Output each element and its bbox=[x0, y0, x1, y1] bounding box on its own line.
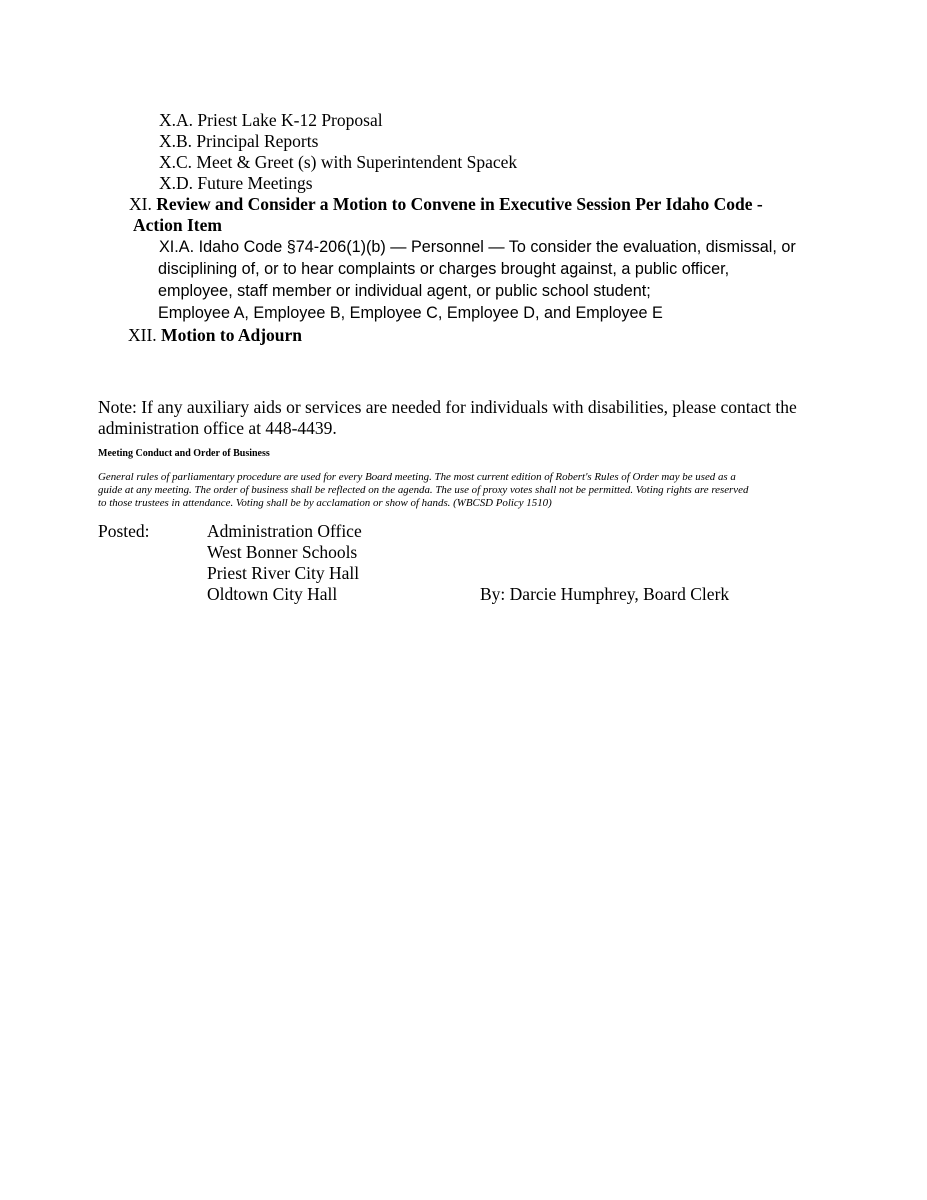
section-xi-a-line-3: employee, staff member or individual agent, or public school student; bbox=[158, 282, 651, 300]
posted-label: Posted: bbox=[98, 521, 150, 541]
section-xii-number: XII. bbox=[128, 325, 157, 345]
posted-location-2: West Bonner Schools bbox=[207, 542, 358, 562]
section-xi-title-continued: Action Item bbox=[133, 215, 222, 235]
posted-location-3: Priest River City Hall bbox=[207, 563, 360, 583]
policy-line: guide at any meeting. The order of business shall be reflected on the agenda. The use of proxy votes shall not be permitted. Voting rights are reserved bbox=[98, 484, 749, 496]
agenda-item-x-b: X.B. Principal Reports bbox=[159, 131, 319, 151]
section-xi-title: Review and Consider a Motion to Convene in Executive Session Per Idaho Code - bbox=[156, 194, 763, 214]
meeting-conduct-heading: Meeting Conduct and Order of Business bbox=[98, 448, 270, 459]
agenda-section-xi bbox=[129, 194, 763, 215]
posted-location-4: Oldtown City Hall bbox=[207, 584, 338, 604]
agenda-item-x-c: X.C. Meet & Greet (s) with Superintendent Spacek bbox=[159, 152, 518, 172]
section-xi-a-line-4: Employee A, Employee B, Employee C, Employee D, and Employee E bbox=[158, 304, 663, 322]
section-xi-number: XI. bbox=[129, 194, 152, 214]
posted-location-1: Administration Office bbox=[207, 521, 362, 541]
policy-paragraph bbox=[98, 471, 838, 510]
agenda-item-x-d: X.D. Future Meetings bbox=[159, 173, 313, 193]
policy-line: to those trustees in attendance. Voting shall be by acclamation or show of hands. (WBCSD Policy 1510) bbox=[98, 497, 552, 509]
section-xii-title: Motion to Adjourn bbox=[161, 325, 303, 345]
signed-by: By: Darcie Humphrey, Board Clerk bbox=[480, 584, 730, 604]
section-xi-a-line-1: XI.A. Idaho Code §74-206(1)(b) — Personnel — To consider the evaluation, dismissal, or bbox=[159, 238, 796, 256]
note-line-2: administration office at 448-4439. bbox=[98, 418, 337, 438]
note-line-1: Note: If any auxiliary aids or services are needed for individuals with disabilities, please contact the bbox=[98, 397, 797, 417]
agenda-section-xii bbox=[128, 325, 302, 346]
policy-line: General rules of parliamentary procedure are used for every Board meeting. The most current edition of Robert's Rules of Order may be used as a bbox=[98, 471, 736, 483]
agenda-item-x-a: X.A. Priest Lake K-12 Proposal bbox=[159, 110, 383, 130]
section-xi-a-line-2: disciplining of, or to hear complaints or charges brought against, a public officer, bbox=[158, 260, 730, 278]
